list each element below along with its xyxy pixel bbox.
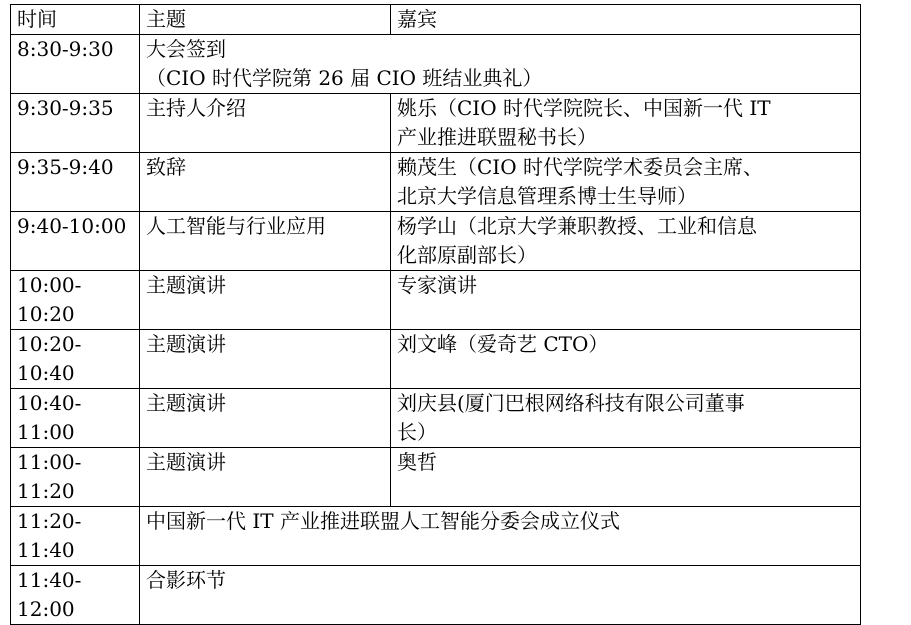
row-topic: 中国新一代 IT 产业推进联盟人工智能分委会成立仪式 [140, 507, 861, 566]
row-topic [140, 35, 861, 94]
row-guest [391, 389, 861, 448]
row-guest [391, 94, 861, 153]
table-row [11, 448, 861, 507]
row-guest-line2: 化部原副部长） [397, 243, 537, 267]
table-row [11, 566, 861, 625]
row-guest-line2: 长） [397, 420, 437, 444]
row-guest: 专家演讲 [391, 271, 861, 330]
table-row [11, 271, 861, 330]
row-guest-line2: 产业推进联盟秘书长） [397, 125, 597, 149]
header-time: 时间 [11, 5, 140, 35]
row-guest: 刘文峰（爱奇艺 CTO） [391, 330, 861, 389]
table-row [11, 330, 861, 389]
row-topic: 人工智能与行业应用 [140, 212, 391, 271]
row-guest-line1: 刘庆县(厦门巴根网络科技有限公司董事 [397, 391, 745, 415]
row-guest-line2: 北京大学信息管理系博士生导师） [397, 184, 697, 208]
row-time: 10:20-10:40 [11, 330, 140, 389]
row-time: 9:35-9:40 [11, 153, 140, 212]
row-time: 11:00-11:20 [11, 448, 140, 507]
row-topic: 主题演讲 [140, 330, 391, 389]
agenda-table [10, 4, 861, 625]
table-row [11, 212, 861, 271]
row-topic: 合影环节 [140, 566, 861, 625]
row-time: 10:00-10:20 [11, 271, 140, 330]
row-guest-line1: 杨学山（北京大学兼职教授、工业和信息 [397, 214, 757, 238]
table-header-row [11, 5, 861, 35]
row-topic: 主题演讲 [140, 389, 391, 448]
row-guest: 奥哲 [391, 448, 861, 507]
row-guest-line1: 姚乐（CIO 时代学院院长、中国新一代 IT [397, 96, 771, 120]
table-row [11, 389, 861, 448]
row-time: 11:20-11:40 [11, 507, 140, 566]
row-time: 11:40-12:00 [11, 566, 140, 625]
row-topic: 主题演讲 [140, 448, 391, 507]
row-guest [391, 153, 861, 212]
row-topic-line1: 大会签到 [146, 37, 226, 61]
row-time: 9:40-10:00 [11, 212, 140, 271]
row-topic: 致辞 [140, 153, 391, 212]
row-guest-line1: 赖茂生（CIO 时代学院学术委员会主席、 [397, 155, 763, 179]
row-time: 9:30-9:35 [11, 94, 140, 153]
table-row [11, 94, 861, 153]
row-topic-line2: （CIO 时代学院第 26 届 CIO 班结业典礼） [146, 66, 543, 90]
row-time: 8:30-9:30 [11, 35, 140, 94]
table-row [11, 153, 861, 212]
row-topic: 主持人介绍 [140, 94, 391, 153]
header-topic: 主题 [140, 5, 391, 35]
row-time: 10:40-11:00 [11, 389, 140, 448]
table-row [11, 507, 861, 566]
row-topic: 主题演讲 [140, 271, 391, 330]
header-guest: 嘉宾 [391, 5, 861, 35]
table-row [11, 35, 861, 94]
row-guest [391, 212, 861, 271]
